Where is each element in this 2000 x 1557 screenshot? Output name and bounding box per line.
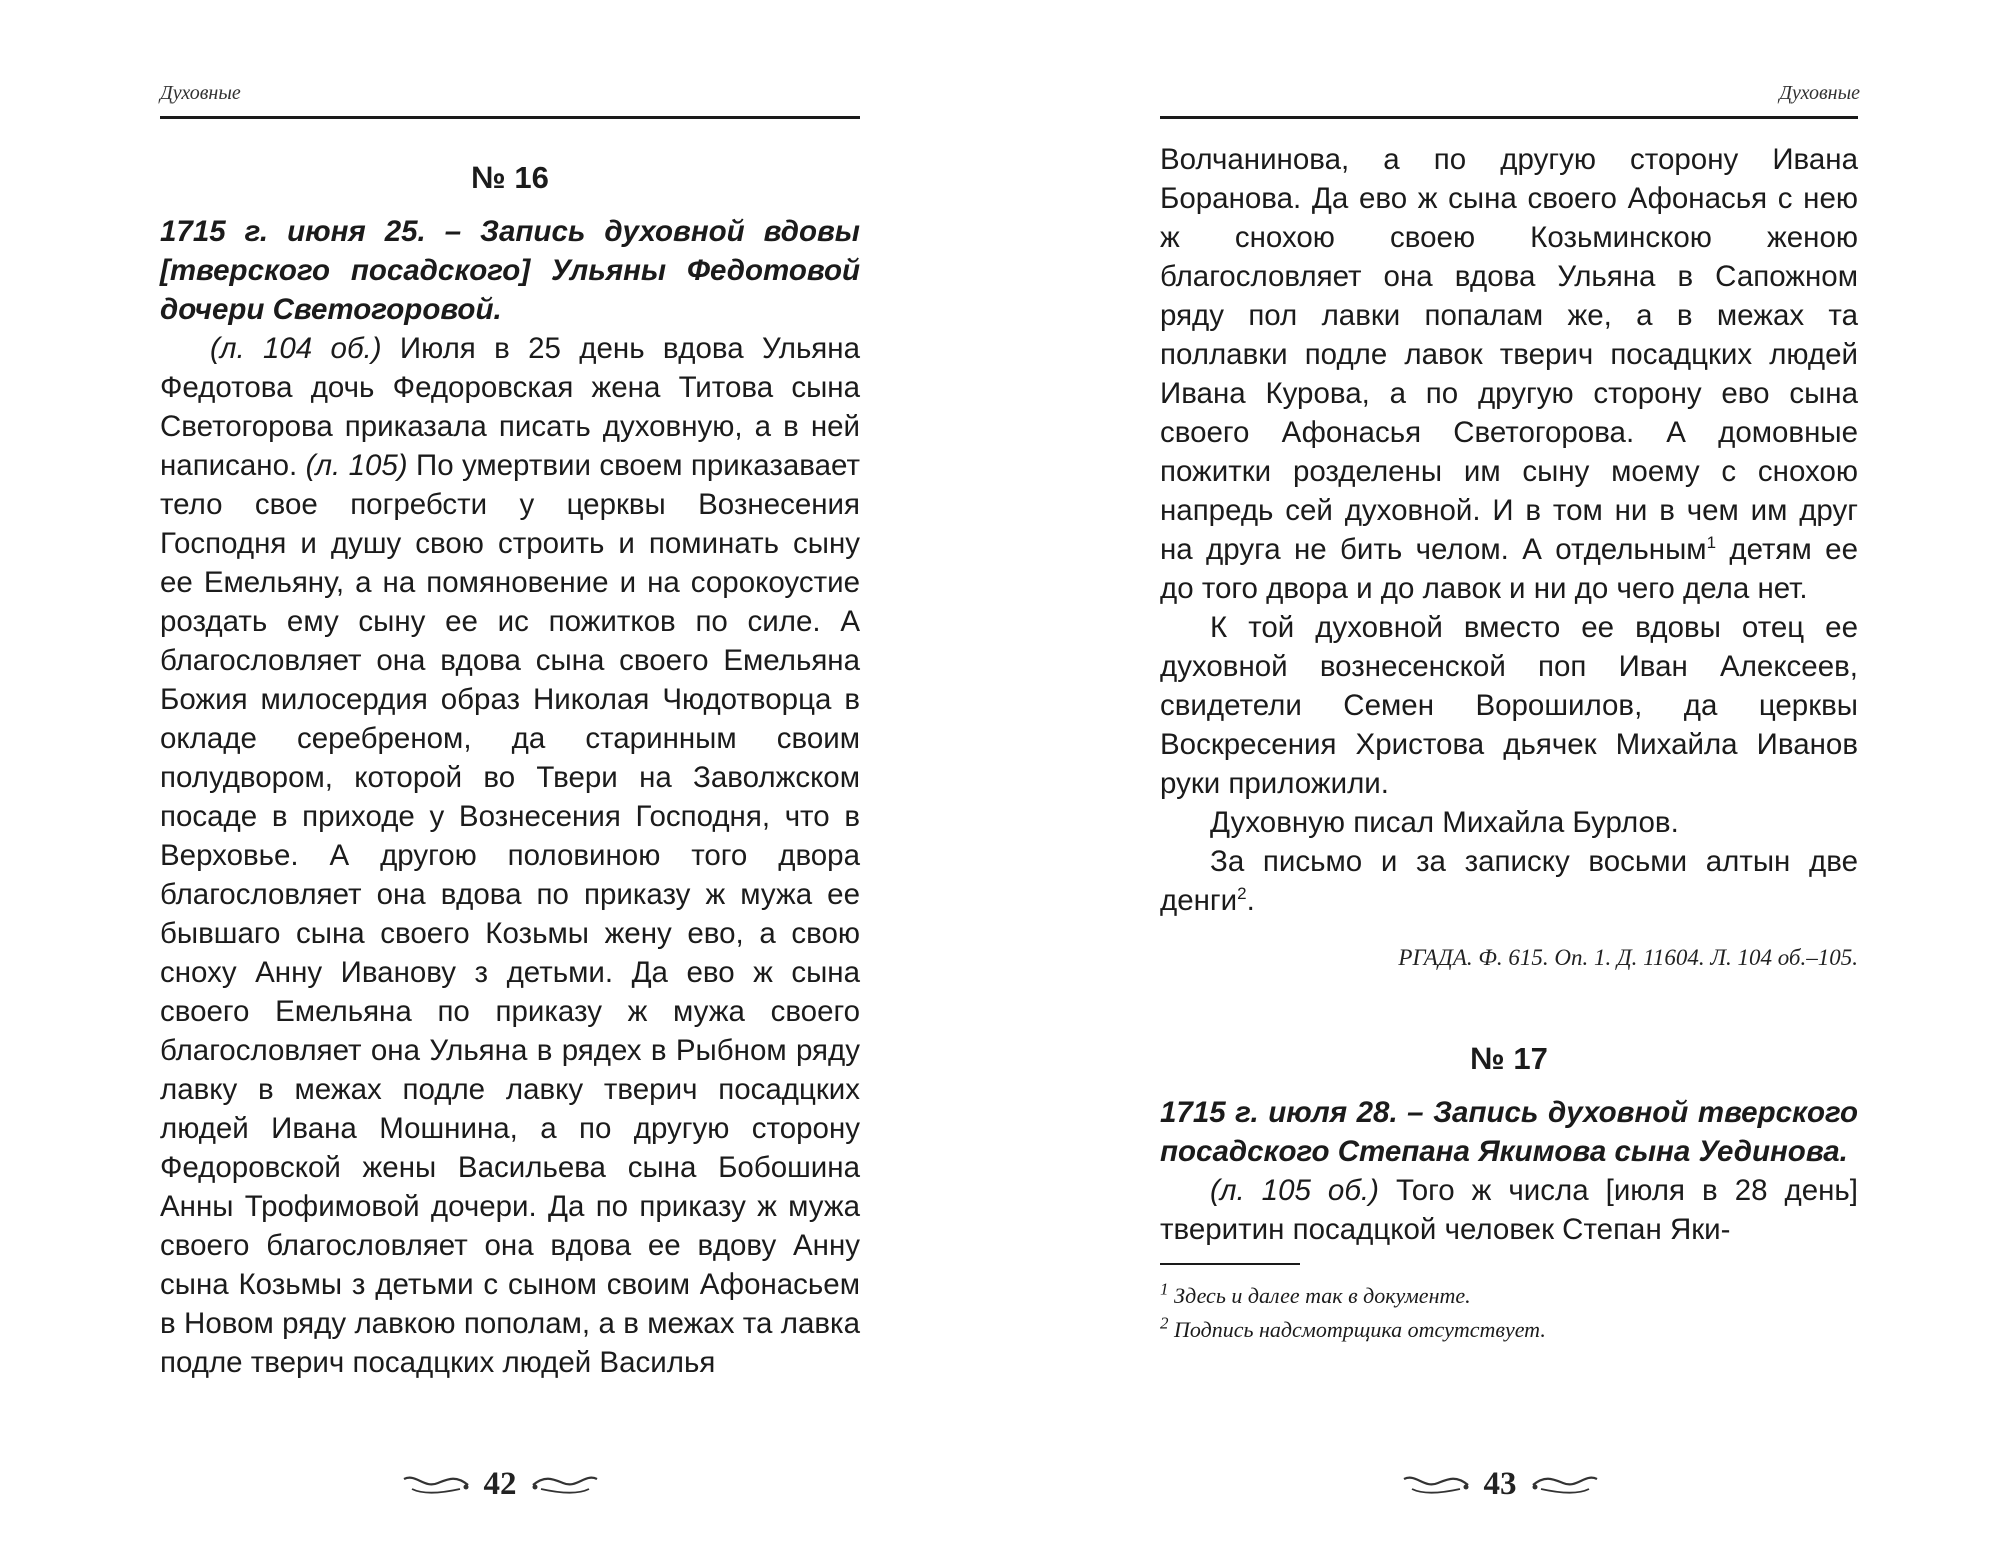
folio-reference: (л. 104 об.) (210, 332, 382, 365)
body-paragraph (1160, 842, 1858, 920)
document-number: № 16 (471, 160, 549, 195)
page-number: 43 (1483, 1465, 1517, 1502)
body-text: За письмо и за записку восьми алтын две денги (1160, 845, 1858, 917)
archive-reference: РГАДА. Ф. 615. Оп. 1. Д. 11604. Л. 104 об.–105. (1398, 945, 1858, 970)
left-flourish-ornament-icon (402, 1471, 472, 1497)
folio-reference: (л. 105) (305, 449, 408, 482)
right-page (1000, 0, 2000, 1557)
document-number: № 17 (1470, 1041, 1548, 1076)
header-rule (160, 116, 860, 119)
footnote-rule (1160, 1263, 1300, 1265)
body-text: детям ее до того двора и до лавок и ни до чего дела нет. (1160, 533, 1858, 605)
body-paragraph (1160, 1171, 1858, 1249)
document-heading: 1715 г. июля 28. – Запись духовной тверского посадского Степана Якимова сына Уединова. (1160, 1096, 1858, 1168)
body-text: Того ж числа [июля в 28 день] тверитин посадцкой человек Степан Яки- (1160, 1174, 1859, 1246)
page-number: 42 (483, 1465, 517, 1502)
body-text: . (1246, 884, 1255, 917)
footnote (1160, 1279, 1858, 1313)
footnote (1160, 1313, 1858, 1347)
right-text-column (1160, 140, 1858, 1347)
running-head: Духовные (160, 82, 241, 104)
page-number-footer (0, 1464, 1000, 1503)
running-head: Духовные (1779, 82, 1860, 104)
document-heading: 1715 г. июня 25. – Запись духовной вдовы [тверского посадского] Ульяны Федотовой дочери Светогоровой. (160, 215, 860, 326)
left-text-column (160, 140, 860, 1382)
body-paragraph: Духовную писал Михайла Бурлов. (1210, 806, 1679, 839)
right-flourish-ornament-icon (529, 1471, 599, 1497)
body-paragraph: К той духовной вместо ее вдовы отец ее духовной вознесенской поп Иван Алексеев, свидетели Семен Ворошилов, да церквы Воскресения Христова дьячек Михайла Иванов руки приложили. (1160, 611, 1858, 800)
page-number-footer (1000, 1464, 2000, 1503)
right-flourish-ornament-icon (1529, 1471, 1599, 1497)
footnote-text: Здесь и далее так в документе. (1168, 1283, 1471, 1308)
footnote-marker: 2 (1237, 884, 1247, 904)
header-rule (1160, 116, 1858, 119)
footnote-marker: 1 (1706, 533, 1717, 553)
left-flourish-ornament-icon (1402, 1471, 1472, 1497)
footnote-text: Подпись надсмотрщика отсутствует. (1168, 1317, 1546, 1342)
body-text: По умертвии своем приказавает тело свое погребсти у церквы Вознесения Господня и душу свою строить и поминать сыну ее Емельяну, а на помяновение и на сорокоустие роздать ему сыну ее ис пожитков по силе. А благословляет она вдова сына своего Емельяна Божия милосердия образ Николая Чюдотворца в окладе серебреном, да старинным своим полудвором, которой во Твери на Заволжском посаде в приходе у Вознесения Господня, что в Верховье. А другою половиною того двора благословляет она вдова по приказу ж мужа ее бывшаго сына своего Козьмы жену ево, а свою сноху Анну Иванову з детьми. Да ево ж сына своего Емельяна по приказу ж мужа своего благословляет она Ульяна в рядех в Рыбном ряду лавку в межах подле лавку тверич посадцких людей Ивана Мошнина, а по другую сторону Федоровской жены Васильева сына Бобошина Анны Трофимовой дочери. Да по приказу ж мужа своего благословляет она вдова ее вдову Анну сына Козьмы з детьми с сыном своим Афонасьем в Новом ряду лавкою пополам, а в межах та лавка подле тверич посадцких людей Василья (160, 449, 860, 1379)
folio-reference: (л. 105 об.) (1210, 1174, 1379, 1207)
body-paragraph (1160, 140, 1858, 608)
footnote-number: 2 (1160, 1313, 1169, 1333)
body-text: Волчанинова, а по другую сторону Ивана Боранова. Да ево ж сына своего Афонасья с нею ж снохою своею Козьминскою женою благословляет она вдова Ульяна в Сапожном ряду пол лавки попалам же, а в межах та поллавки подле лавок тверич посадцких людей Ивана Курова, а по другую сторону ево сына своего Афонасья Светогорова. А домовные пожитки розделены им сыну моему с снохою напредь сей духовной. И в том ни в чем им друг на друга не бить челом. А отдельным (1160, 143, 1858, 566)
body-text: Июля в 25 день вдова Ульяна Федотова дочь Федоровская жена Титова сына Светогорова приказала писать духовную, а в ней написано. (160, 332, 860, 482)
body-paragraph (160, 329, 860, 1382)
footnote-number: 1 (1160, 1279, 1169, 1299)
